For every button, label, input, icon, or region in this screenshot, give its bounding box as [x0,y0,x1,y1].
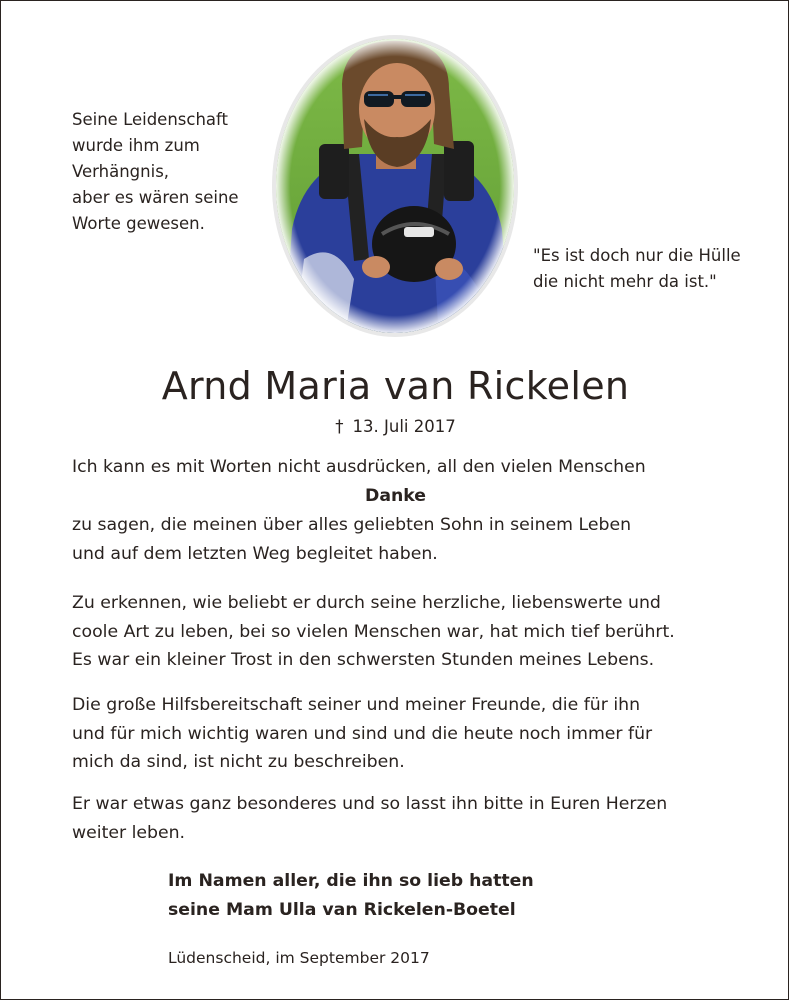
death-date-text: 13. Juli 2017 [352,417,456,436]
signature [168,867,688,924]
left-quote-line: wurde ihm zum [72,136,200,155]
deceased-name: Arnd Maria van Rickelen [161,364,630,408]
text-line: und für mich wichtig waren und sind und die heute noch immer für [72,723,653,744]
paragraph-3 [72,691,752,777]
place-date: Lüdenscheid, im September 2017 [168,949,430,967]
left-quote-line: aber es wären seine [72,188,239,207]
death-date [1,414,789,440]
right-quote-line: die nicht mehr da ist." [533,272,717,291]
paragraph-1b [72,511,752,568]
text-line: Er war etwas ganz besonderes und so lasst ihn bitte in Euren Herzen [72,794,668,814]
cross-icon: † [335,417,344,436]
right-quote-line: "Es ist doch nur die Hülle [533,246,741,265]
left-quote-line: Worte gewesen. [72,214,205,233]
signature-line: seine Mam Ulla van Rickelen-Boetel [168,899,516,920]
text-line: Zu erkennen, wie beliebt er durch seine herzliche, liebenswerte und [72,593,661,613]
portrait-photo [264,29,526,343]
text-line: Es war ein kleiner Trost in den schwersten Stunden meines Lebens. [72,650,655,670]
paragraph-4 [72,790,752,847]
danke-heading: Danke [364,486,427,506]
text-line: Die große Hilfsbereitschaft seiner und meiner Freunde, die für ihn [72,695,641,715]
left-quote [72,107,272,237]
text-line: weiter leben. [72,822,186,843]
paragraph-2 [72,589,752,675]
text-line: und auf dem letzten Weg begleitet haben. [72,543,438,564]
right-quote [533,243,783,295]
text-line: mich da sind, ist nicht zu beschreiben. [72,752,405,772]
left-quote-line: Verhängnis, [72,162,170,181]
signature-line: Im Namen aller, die ihn so lieb hatten [168,871,534,891]
text-line: coole Art zu leben, bei so vielen Menschen war, hat mich tief berührt. [72,621,675,642]
text-line: Ich kann es mit Worten nicht ausdrücken, all den vielen Menschen [72,457,646,477]
left-quote-line: Seine Leidenschaft [72,110,229,129]
text-line: zu sagen, die meinen über alles geliebten Sohn in seinem Leben [72,515,632,535]
paragraph-1a [72,453,752,482]
